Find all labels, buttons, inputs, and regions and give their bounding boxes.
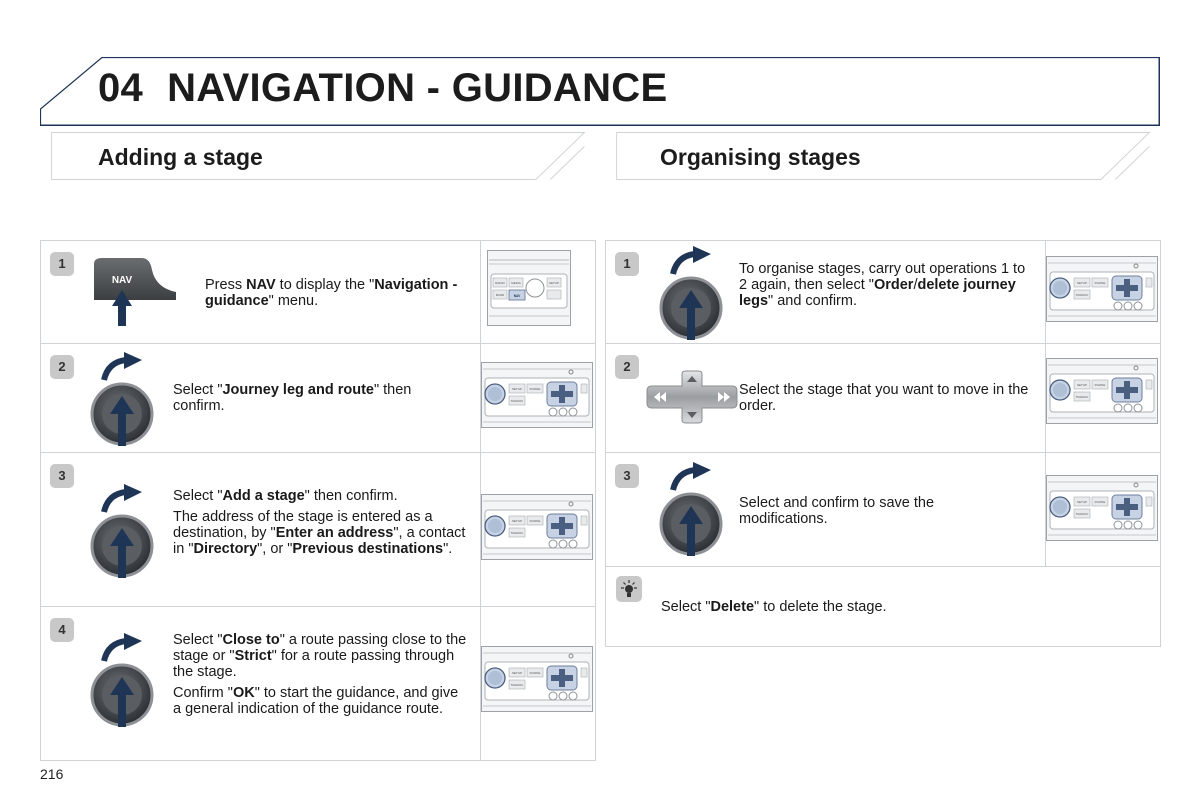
svg-text:PHONE: PHONE — [1094, 500, 1106, 504]
svg-text:PHONE: PHONE — [1094, 281, 1106, 285]
control-panel-illustration — [1046, 475, 1158, 541]
control-panel-illustration — [1046, 358, 1158, 424]
rotary-knob-icon — [90, 633, 160, 729]
chapter-number: 04 — [98, 66, 144, 110]
nav-button-illustration — [92, 256, 178, 328]
svg-text:PHONE: PHONE — [529, 387, 541, 391]
tip-text: Select "Delete" to delete the stage. — [661, 599, 887, 615]
svg-text:SETUP: SETUP — [511, 671, 523, 675]
chapter-name: NAVIGATION - GUIDANCE — [167, 66, 668, 110]
control-panel-illustration — [487, 250, 571, 326]
step-number-badge: 2 — [50, 355, 74, 379]
step-instruction: Select and confirm to save the modifications. — [739, 495, 935, 527]
control-panel-illustration — [1046, 256, 1158, 322]
nav-button-label: NAV — [111, 275, 133, 286]
step-instruction: Press NAV to display the "Navigation - guidance" menu. — [205, 277, 458, 309]
svg-text:TRAFFIC: TRAFFIC — [1075, 512, 1089, 516]
rotary-knob-icon — [659, 462, 729, 558]
step-number-badge: 1 — [50, 252, 74, 276]
svg-text:PHONE: PHONE — [1094, 383, 1106, 387]
svg-text:RADIO: RADIO — [495, 281, 505, 285]
control-panel-illustration — [481, 362, 593, 428]
svg-text:TRAFFIC: TRAFFIC — [510, 683, 524, 687]
svg-text:PHONE: PHONE — [529, 671, 541, 675]
svg-text:BAND: BAND — [495, 293, 505, 297]
rotary-knob-icon — [90, 352, 160, 448]
svg-text:NAV: NAV — [513, 294, 521, 298]
step-number-badge: 4 — [50, 618, 74, 642]
chapter-title — [98, 66, 667, 111]
step-number-badge: 2 — [615, 355, 639, 379]
step-number-badge: 3 — [615, 464, 639, 488]
directional-pad-icon — [646, 370, 738, 424]
rotary-knob-icon — [90, 484, 160, 580]
svg-text:SETUP: SETUP — [1076, 281, 1088, 285]
svg-text:SETUP: SETUP — [1076, 500, 1088, 504]
left-section-title: Adding a stage — [98, 144, 263, 170]
svg-text:SETUP: SETUP — [511, 387, 523, 391]
control-panel-illustration — [481, 646, 593, 712]
step-instruction: Select the stage that you want to move in the order. — [739, 382, 1029, 414]
svg-text:SETUP: SETUP — [511, 519, 523, 523]
svg-text:TRAFFIC: TRAFFIC — [1075, 293, 1089, 297]
step-number-badge: 1 — [615, 252, 639, 276]
svg-text:SETUP: SETUP — [548, 281, 560, 285]
step-number-badge: 3 — [50, 464, 74, 488]
svg-text:PHONE: PHONE — [529, 519, 541, 523]
rotary-knob-icon — [659, 246, 729, 342]
step-instruction: Select "Close to" a route passing close to the stage or "Strict" for a route passing through the stage. Confirm "OK" to start the guidance, and give a general indication of the guidance route. — [173, 632, 467, 717]
svg-text:MEDIA: MEDIA — [511, 281, 521, 285]
svg-text:TRAFFIC: TRAFFIC — [1075, 395, 1089, 399]
svg-text:SETUP: SETUP — [1076, 383, 1088, 387]
step-instruction: Select "Add a stage" then confirm. The address of the stage is entered as a destination, by "Enter an address", a contact in "Directory", or "Previous destinations". — [173, 488, 466, 557]
page-number: 216 — [40, 766, 64, 782]
control-panel-illustration — [481, 494, 593, 560]
svg-text:TRAFFIC: TRAFFIC — [510, 531, 524, 535]
svg-text:TRAFFIC: TRAFFIC — [510, 399, 524, 403]
right-section-title: Organising stages — [660, 144, 861, 170]
step-instruction: To organise stages, carry out operations 1 to 2 again, then select "Order/delete journey legs" and confirm. — [739, 261, 1026, 309]
lightbulb-icon — [616, 576, 642, 602]
step-instruction: Select "Journey leg and route" then confirm. — [173, 382, 412, 414]
